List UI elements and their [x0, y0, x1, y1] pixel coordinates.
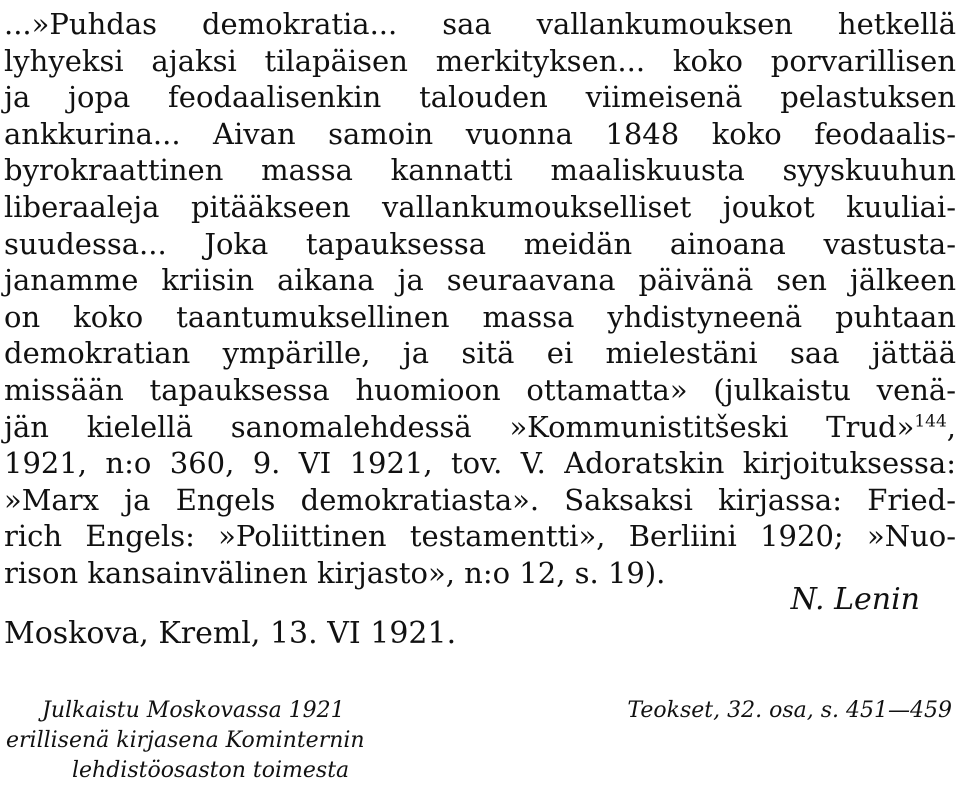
publication-note-line: Julkaistu Moskovassa 1921	[42, 698, 345, 723]
text-segment: jän kielellä sanomalehdessä »Kommunistitšeski Trud»	[4, 409, 915, 444]
text-line: ja jopa feodaalisenkin talouden viimeisenä pelastuksen	[4, 80, 956, 115]
text-line: suudessa... Joka tapauksessa meidän ainoana vastusta-	[4, 226, 956, 261]
text-segment: ,	[946, 409, 956, 444]
text-line: lyhyeksi ajaksi tilapäisen merkityksen... koko porvarillisen	[4, 43, 956, 78]
text-line: »Marx ja Engels demokratiasta». Saksaksi kirjassa: Fried-	[4, 482, 956, 517]
text-line-footnote	[4, 409, 956, 446]
text-line: on koko taantumuksellinen massa yhdistyneenä puhtaan	[4, 299, 956, 334]
text-line: rich Engels: »Poliittinen testamentti», Berliini 1920; »Nuo-	[4, 519, 956, 554]
text-line: rison kansainvälinen kirjasto», n:o 12, s. 19).	[4, 555, 666, 590]
quotation-paragraph	[4, 6, 956, 592]
text-line: demokratian ympärille, ja sitä ei mielestäni saa jättää	[4, 336, 956, 371]
text-line: liberaaleja pitääkseen vallankumoukselliset joukot kuuliai-	[4, 189, 956, 224]
footnote-marker: 144	[914, 410, 947, 431]
text-line: ...»Puhdas demokratia... saa vallankumouksen hetkellä	[4, 7, 956, 41]
text-line: ankkurina... Aivan samoin vuonna 1848 koko feodaalis-	[4, 116, 956, 151]
publication-note	[6, 696, 365, 786]
author-signature: N. Lenin	[790, 582, 920, 617]
text-line: janamme kriisin aikana ja seuraavana päivänä sen jälkeen	[4, 263, 956, 298]
source-reference: Teokset, 32. osa, s. 451—459	[627, 698, 952, 723]
text-line: 1921, n:o 360, 9. VI 1921, tov. V. Adoratskin kirjoituksessa:	[4, 446, 956, 481]
publication-note-line: erillisenä kirjasena Kominternin	[6, 728, 365, 753]
text-line: missään tapauksessa huomioon ottamatta» (julkaistu venä-	[4, 372, 956, 407]
publication-note-line: lehdistöosaston toimesta	[72, 758, 350, 783]
text-line: byrokraattinen massa kannatti maaliskuusta syyskuuhun	[4, 153, 956, 188]
place-and-date: Moskova, Kreml, 13. VI 1921.	[4, 616, 457, 651]
